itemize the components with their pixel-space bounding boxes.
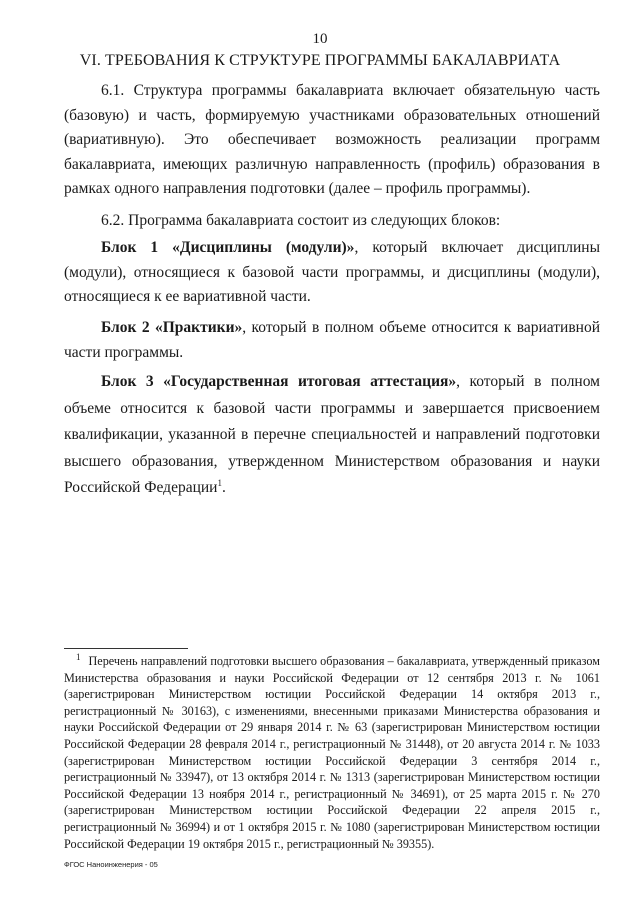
page-footer: ФГОС Наноинженерия - 05 — [64, 860, 158, 869]
block-2-paragraph — [64, 316, 600, 365]
paragraph-6-1: 6.1. Структура программы бакалавриата включает обязательную часть (базовую) и часть, формируемую участниками образовательных отношений (вариативную). Это обеспечивает возможность реализации программ бакалавриата, имеющих различную направленность (профиль) образования в рамках одного направления подготовки (далее – профиль программы). — [64, 82, 600, 197]
block-1-title: Блок 1 «Дисциплины (модули)» — [101, 239, 355, 256]
section-title: VI. ТРЕБОВАНИЯ К СТРУКТУРЕ ПРОГРАММЫ БАКАЛАВРИАТА — [79, 52, 561, 69]
block-2-text: , который в полном объеме относится к вариативной части программы. — [64, 319, 600, 361]
block-2-title: Блок 2 «Практики» — [101, 319, 243, 336]
footnote-text: Перечень направлений подготовки высшего образования – бакалавриата, утвержденный приказом Министерства образования и науки Российской Федерации от 12 сентября 2013 г. № 1061 (зарегистрирован Министерством юстиции Российской Федерации 14 октября 2013 г., регистрационный № 30163), с изменениями, внесенными приказами Министерства образования и науки Российской Федерации от 29 января 2014 г. № 63 (зарегистрирован Министерством юстиции Российской Федерации 28 февраля 2014 г., регистрационный № 31448), от 20 августа 2014 г. № 1033 (зарегистрирован Министерством юстиции Российской Федерации 3 сентября 2014 г., регистрационный № 33947), от 13 октября 2014 г. № 1313 (зарегистрирован Министерством юстиции Российской Федерации 13 ноября 2014 г., регистрационный № 34691), от 25 марта 2015 г. № 270 (зарегистрирован Министерством юстиции Российской Федерации 22 апреля 2015 г., регистрационный № 36994) и от 1 октября 2015 г. № 1080 (зарегистрирован Министерством юстиции Российской Федерации 19 октября 2015 г., регистрационный № 39355). — [64, 654, 600, 851]
paragraph-6-2: 6.2. Программа бакалавриата состоит из следующих блоков: — [101, 212, 501, 229]
block-3-text: , который в полном объеме относится к базовой части программы и завершается присвоением квалификации, указанной в перечне специальностей и направлений подготовки высшего образования, утвержденном Министерством образования и науки Российской Федерации — [64, 373, 600, 496]
block-3-end: . — [221, 479, 226, 496]
block-3-title: Блок 3 «Государственная итоговая аттестация» — [101, 373, 457, 390]
footnote-reference: 1 — [217, 477, 222, 488]
page-number: 10 — [312, 31, 328, 47]
footnote — [64, 653, 600, 852]
block-1-text: , который включает дисциплины (модули), относящиеся к базовой части программы, и дисциплины (модули), относящиеся к ее вариативной части. — [64, 239, 600, 305]
footnote-mark: 1 — [76, 651, 81, 662]
block-3-paragraph — [64, 369, 600, 502]
block-1-paragraph — [64, 236, 600, 310]
footnote-divider — [64, 648, 188, 649]
